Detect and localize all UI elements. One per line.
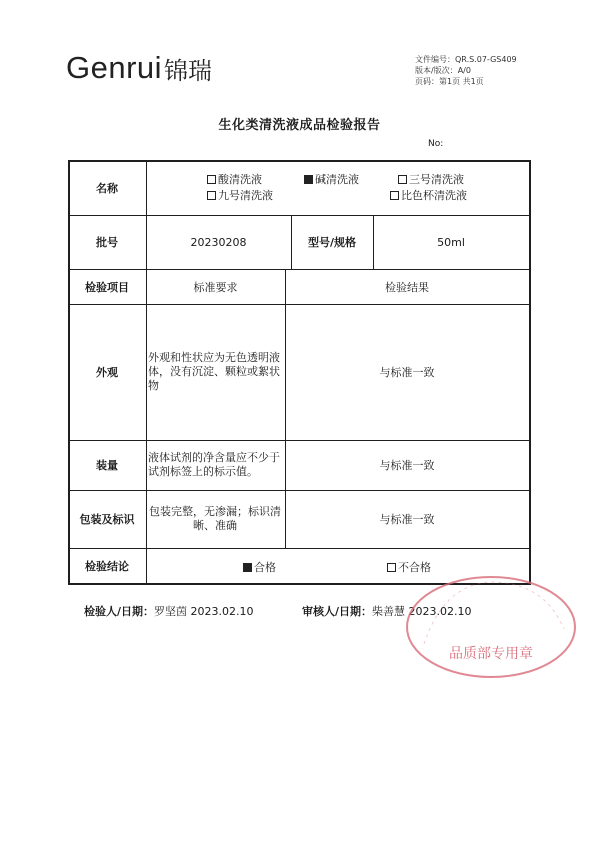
header-standard: 标准要求: [193, 280, 238, 294]
report-number-label: No:: [428, 139, 444, 149]
inspector-signature: [84, 603, 254, 619]
checkbox-pass[interactable]: [243, 563, 252, 572]
batch-label: 批号: [96, 236, 118, 249]
model-value: 50ml: [437, 235, 465, 249]
row-item-appearance: 外观: [96, 366, 118, 379]
row-standard-packaging: 包装完整，无渗漏；标识清晰、准确: [149, 505, 281, 532]
header-item: 检验项目: [85, 280, 129, 294]
row-result-volume: 与标准一致: [379, 459, 435, 472]
row-item-packaging: 包装及标识: [79, 513, 135, 526]
row-result-packaging: 与标准一致: [379, 513, 435, 526]
doc-page: 页码：第1页 共1页: [415, 77, 484, 86]
stamp-arc-text: [424, 582, 564, 644]
checkbox-alkaline[interactable]: [304, 175, 313, 184]
checkbox-no9[interactable]: [207, 191, 216, 200]
checkbox-cuvette[interactable]: [390, 191, 399, 200]
option-no9-cleaner[interactable]: 九号清洗液: [207, 187, 273, 203]
stamp-text: 品质部专用章: [449, 646, 533, 662]
stamp-outer-ring: [407, 577, 575, 677]
option-no3-cleaner[interactable]: 三号清洗液: [398, 171, 464, 187]
name-label: 名称: [96, 181, 118, 195]
option-acid-cleaner[interactable]: 酸清洗液: [207, 171, 262, 187]
row-standard-appearance: 外观和性状应为无色透明液体，没有沉淀、颗粒或絮状物: [148, 351, 280, 392]
logo-chinese-text: 锦瑞: [164, 56, 213, 85]
conclusion-fail-option[interactable]: 不合格: [387, 559, 431, 575]
table-border-right: [529, 160, 531, 585]
reviewer-value: 柴善慧 2023.02.10: [372, 605, 472, 618]
option-cuvette-cleaner[interactable]: 比色杯清洗液: [390, 187, 467, 203]
row-result-appearance: 与标准一致: [379, 366, 435, 379]
doc-version: 版本/版次：A/0: [415, 66, 471, 75]
reviewer-label: 审核人/日期：: [302, 605, 373, 618]
row-standard-volume: 液体试剂的净含量应不少于试剂标签上的标示值。: [148, 451, 280, 478]
inspector-label: 检验人/日期：: [84, 605, 155, 618]
document-info: [415, 54, 517, 87]
report-title: 生化类清洗液成品检验报告: [218, 118, 381, 133]
inspection-table: [68, 160, 531, 585]
checkbox-acid[interactable]: [207, 175, 216, 184]
inspector-value: 罗坚茵 2023.02.10: [154, 605, 254, 618]
model-label: 型号/规格: [307, 236, 357, 249]
doc-number: 文件编号：QR.S.07-GS409: [415, 55, 517, 64]
option-alkaline-cleaner[interactable]: 碱清洗液: [304, 171, 359, 187]
header-result: 检验结果: [385, 280, 429, 294]
logo-latin-text: Genrui: [66, 50, 163, 85]
quality-department-stamp: [404, 574, 579, 680]
checkbox-fail[interactable]: [387, 563, 396, 572]
checkbox-no3[interactable]: [398, 175, 407, 184]
conclusion-label: 检验结论: [85, 559, 129, 573]
conclusion-pass-option[interactable]: 合格: [243, 559, 276, 575]
row-item-volume: 装量: [96, 459, 118, 472]
company-logo: [66, 50, 212, 86]
batch-value: 20230208: [190, 235, 247, 249]
